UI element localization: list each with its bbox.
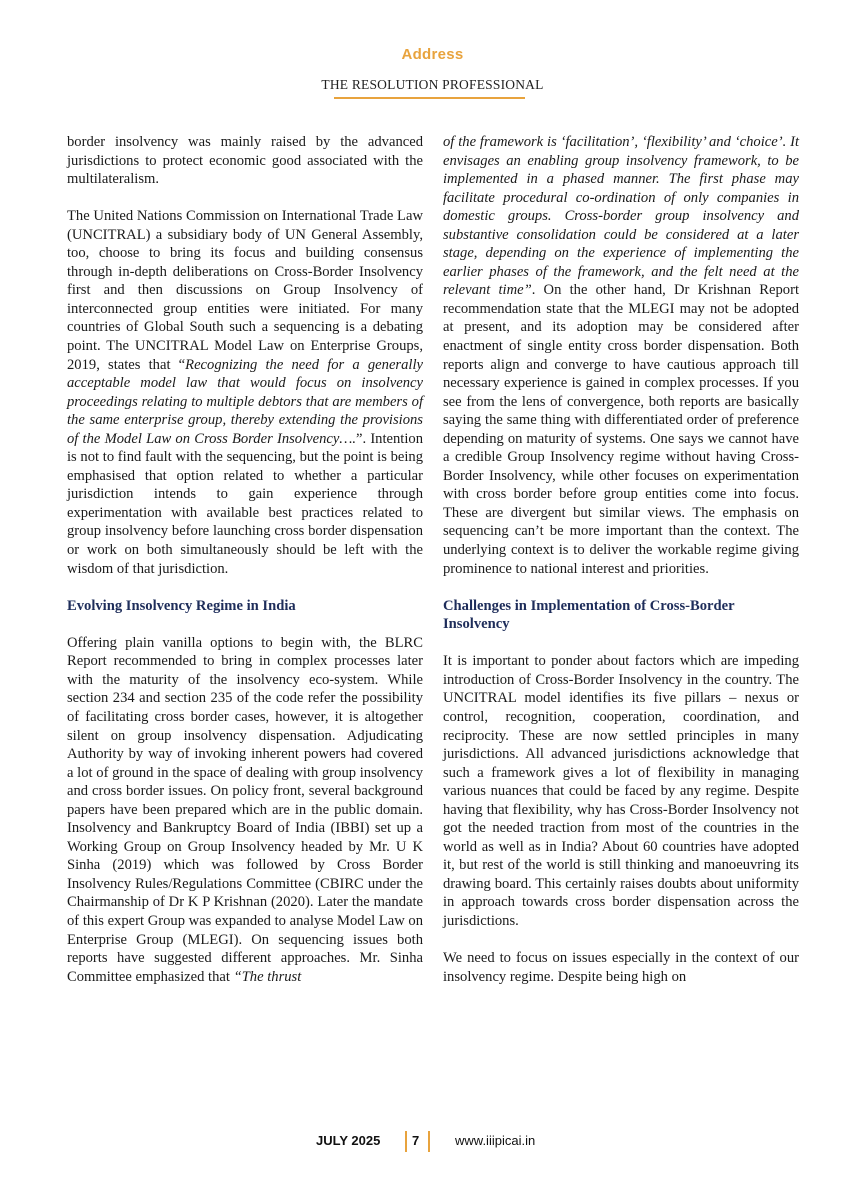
quoted-text: Recognizing the need for a generally acceptable model law that would focus on insolvency proceedings relating to multiple debtors that are members of the same enterprise group, thereby extending the provisions of the Model Law on Cross Border Insolvency…. <box>67 356 423 447</box>
section-title: Address <box>401 46 464 63</box>
paragraph <box>67 133 423 189</box>
paragraph-text: We need to focus on issues especially in the context of our insolvency regime. Despite being high on <box>443 950 799 985</box>
paragraph <box>67 207 423 578</box>
paragraph <box>443 133 799 578</box>
quoted-text: of the framework is ‘facilitation’, ‘flexibility’ and ‘choice’. It envisages an enabling group insolvency framework, to be implemented in a phased manner. The first phase may facilitate procedural co-ordination of only companies in domestic groups. Cross-border group insolvency and substantive consolidation could be considered at a later stage, depending on the experience of implementing the earlier phases of the framework, and the felt need at the relevant time” <box>443 134 799 299</box>
paragraph-text: ”. Intention is not to find fault with the sequencing, but the point is being emphasised that option related to whether a particular jurisdiction intends to gain experience through experimentation with available best practices related to group insolvency before launching cross border dispensation or work on both simultaneously should be left with the wisdom of that jurisdiction. <box>67 430 424 577</box>
paragraph-text: border insolvency was mainly raised by the advanced jurisdictions to protect economic good associated with the multilateralism. <box>67 134 423 188</box>
page-number: 7 <box>412 1133 420 1148</box>
publication-title: THE RESOLUTION PROFESSIONAL <box>321 77 544 92</box>
issue-date: JULY 2025 <box>316 1133 381 1148</box>
page-footer <box>0 1131 865 1153</box>
website-url: www.iiipicai.in <box>455 1133 536 1148</box>
paragraph-text: The United Nations Commission on International Trade Law (UNCITRAL) a subsidiary body of UN General Assembly, too, choose to bring its focus and building consensus through in-depth deliberations on Cross-Border Insolvency first and then discussions on Group Insolvency of interconnected group entities were initiated. For many countries of Global South such a sequencing is a debating point. The UNCITRAL Model Law on Enterprise Groups, 2019, states that “ <box>67 208 423 373</box>
paragraph-text: . On the other hand, Dr Krishnan Report recommendation state that the MLEGI may not be adopted at present, and its adoption may be considered after enactment of single entity cross border dispensation. Both reports align and converge to have cautious approach till necessary experience is gained in complex processes. If you see from the lens of convergence, both reports are basically saying the same thing with differentiated order of preference depending on maturity of systems. One says we cannot have a credible Group Insolvency regime without having Cross-Border Insolvency, while other focuses on experimentation with cross border before group entities come into focus. These are divergent but similar views. The emphasis on sequencing can’t be more important than the context. The underlying context is to deliver the workable regime giving prominence to national interest and priorities. <box>443 282 799 577</box>
footer-divider <box>428 1131 430 1152</box>
paragraph <box>443 652 799 930</box>
left-column <box>67 133 423 986</box>
paragraph-text: It is important to ponder about factors which are impeding introduction of Cross-Border Insolvency in the country. The UNCITRAL model identifies its five pillars – nexus or control, recognition, cooperation, coordination, and reciprocity. These are now settled principles in many jurisdictions. All advanced jurisdictions acknowledge that such a framework gives a lot of flexibility in managing various nuances that could be faced by any regime. Despite having that flexibility, why has Cross-Border Insolvency not got the needed traction from most of the countries in the world as well as in India? About 60 countries have adopted it, but rest of the world is still thinking and manoeuvring its drawing board. This certainly raises doubts about uniformity in approach towards cross border dispensation across the jurisdictions. <box>443 653 799 929</box>
right-column <box>443 133 799 986</box>
header-divider <box>334 97 525 99</box>
footer-divider <box>405 1131 407 1152</box>
section-heading: Challenges in Implementation of Cross-Border Insolvency <box>443 597 735 633</box>
paragraph-text: Offering plain vanilla options to begin with, the BLRC Report recommended to bring in complex processes later with the maturity of the insolvency eco-system. While section 234 and section 235 of the code refer the possibility of facilitating cross border cases, however, it is altogether silent on group insolvency dispensation. Adjudicating Authority by way of invoking inherent powers had covered a lot of ground in the space of dealing with group insolvency and cross border issues. On policy front, several background papers have been prepared which are in the public domain. Insolvency and Bankruptcy Board of India (IBBI) set up a Working Group on Group Insolvency headed by Mr. U K Sinha (2019) which was followed by Cross Border Insolvency Rules/Regulations Committee (CBIRC under the Chairmanship of Dr K P Krishnan (2020). Later the mandate of this expert Group was expanded to analyse Model Law on Enterprise Group (MLEGI). On sequencing issues both reports have suggested different approaches. Mr. Sinha Committee emphasized that <box>67 634 423 985</box>
section-heading: Evolving Insolvency Regime in India <box>67 597 296 614</box>
quoted-text: “The thrust <box>233 968 302 985</box>
paragraph <box>443 949 799 986</box>
paragraph <box>67 634 423 986</box>
